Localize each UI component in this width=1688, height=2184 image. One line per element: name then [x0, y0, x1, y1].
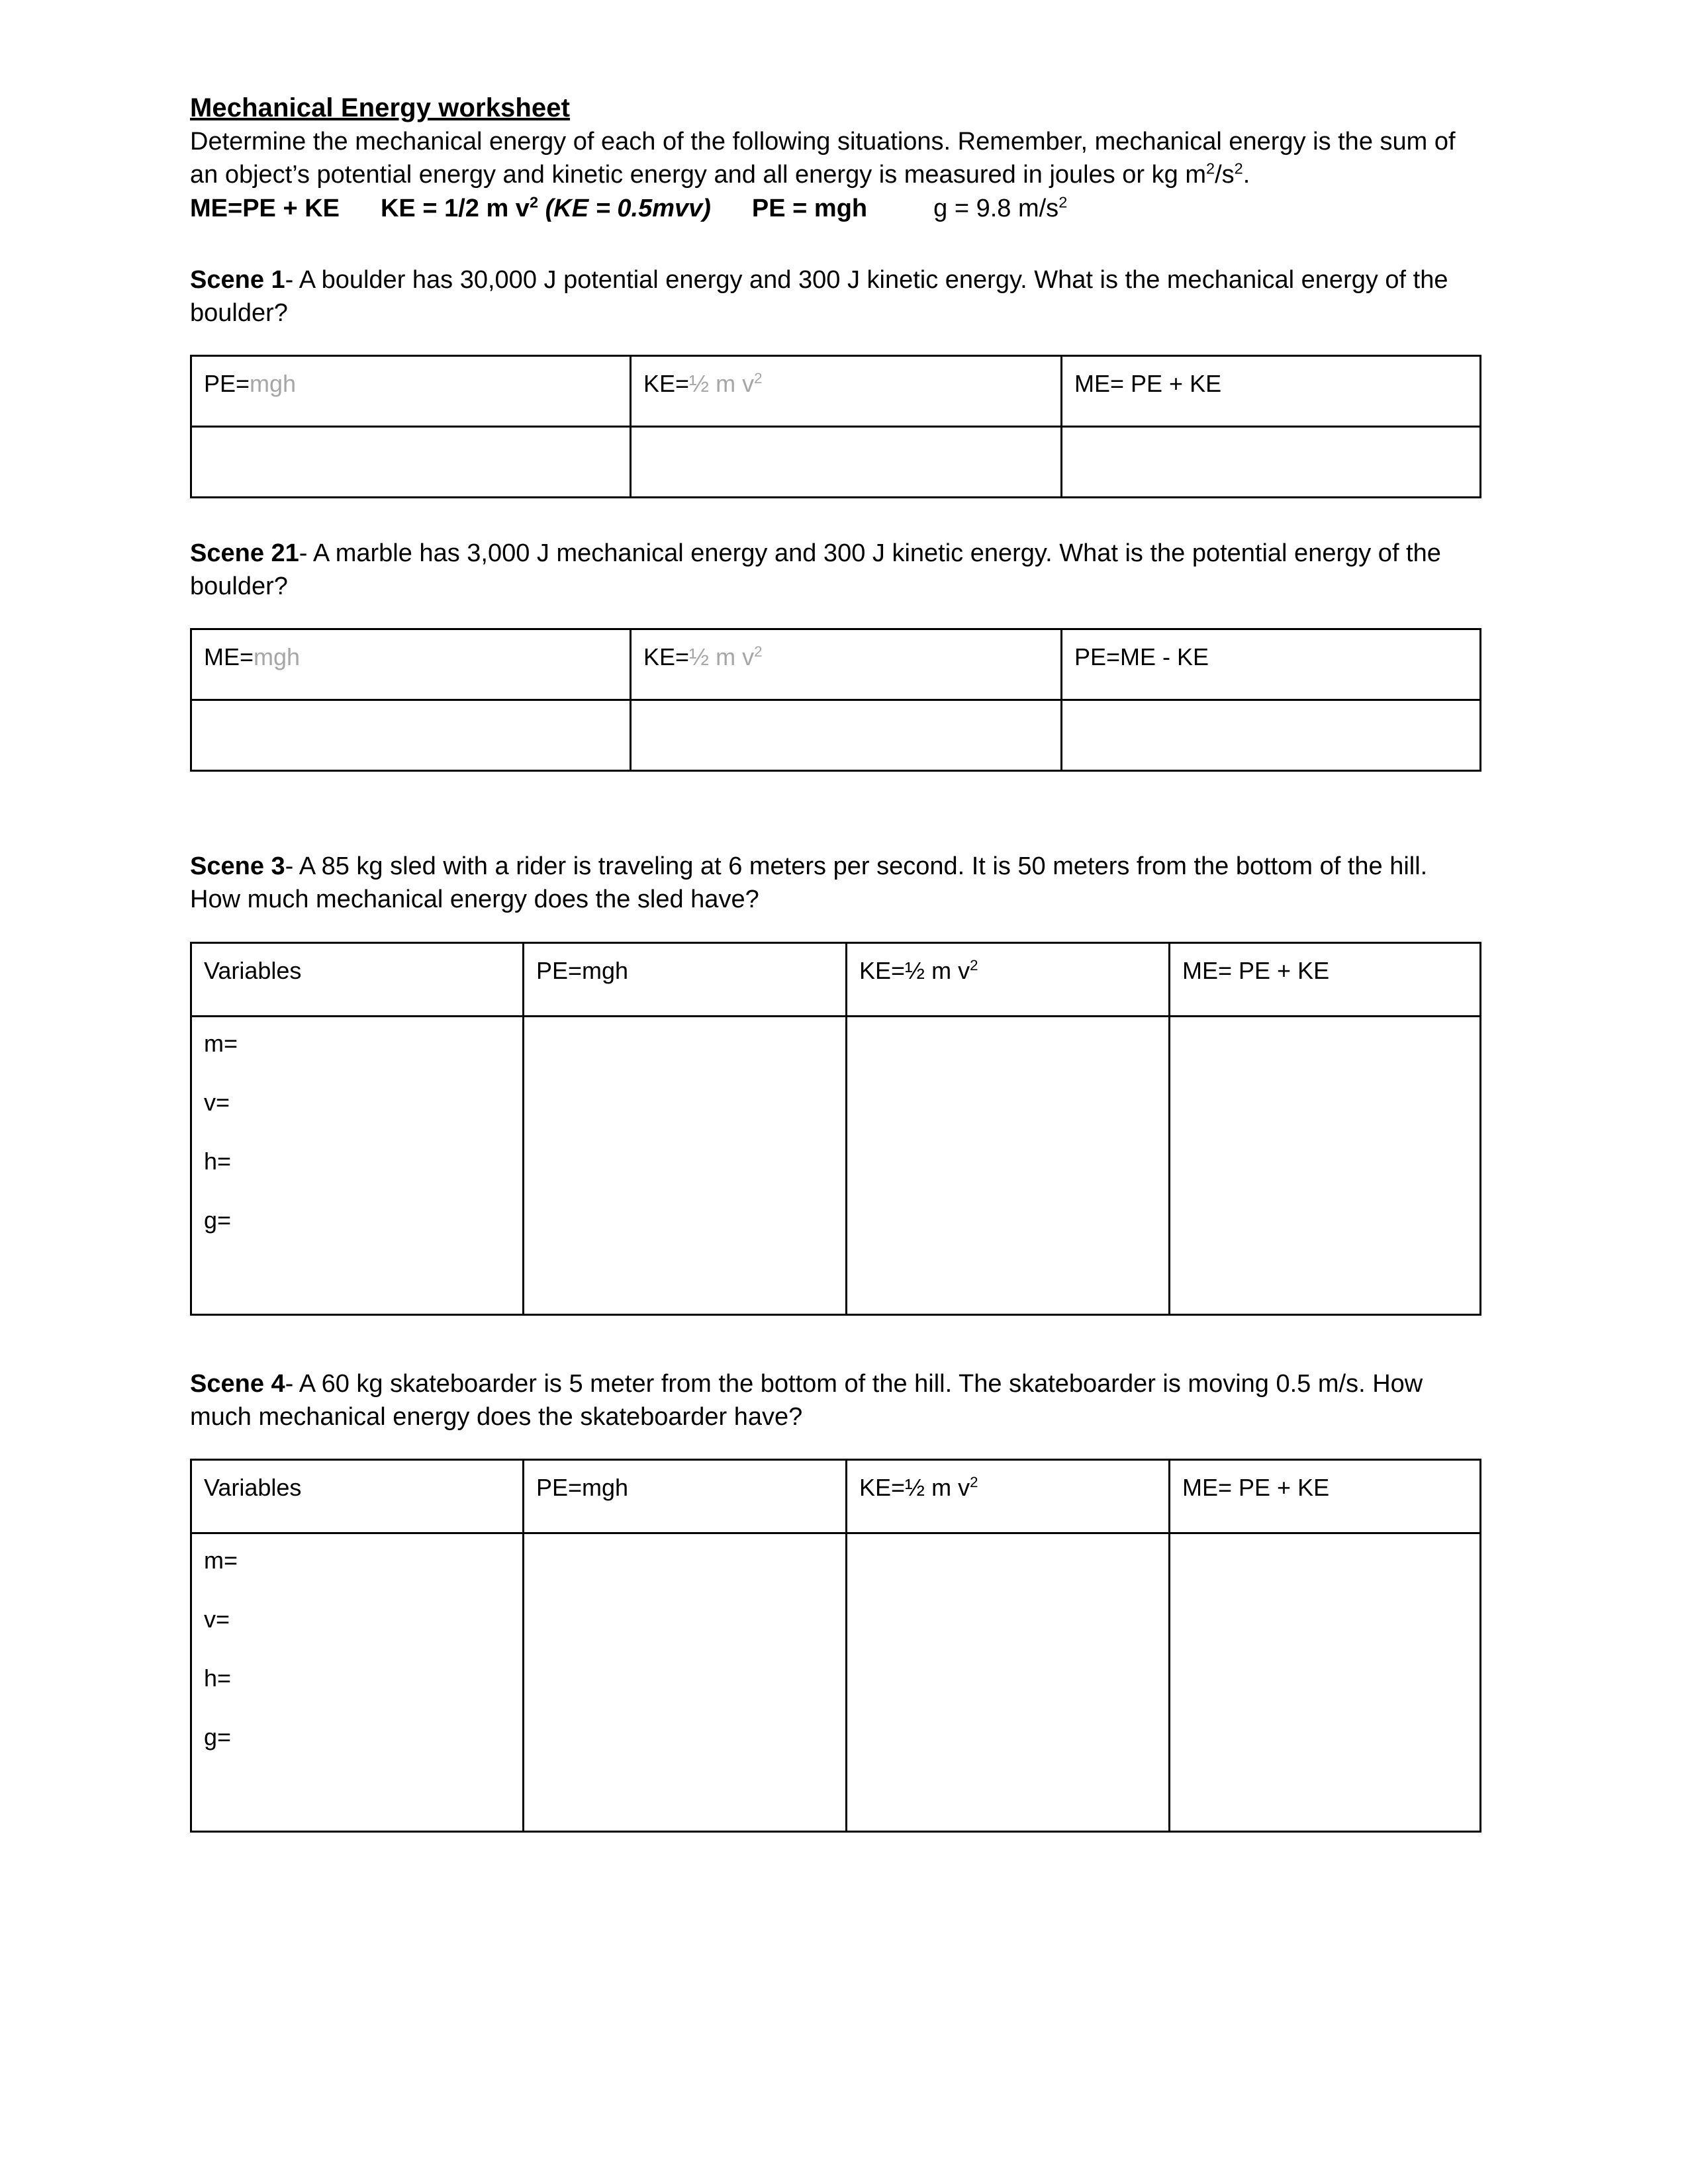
formula-ke-exponent: 2 [529, 193, 539, 210]
scene-3-header-pe: PE=mgh [524, 942, 847, 1016]
scene-3-label: Scene 3 [190, 852, 285, 881]
scene-4-header-variables: Variables [191, 1459, 524, 1533]
scene-4-header-me: ME= PE + KE [1170, 1459, 1481, 1533]
formula-gravity-exponent: 2 [1058, 193, 1068, 210]
scene-1-answer-pe[interactable] [191, 426, 631, 497]
scene-4-header-ke-text: KE=½ m v [859, 1473, 970, 1501]
scene-1-header-ke-black: KE= [643, 369, 690, 397]
scene-1-header-ke-exponent: 2 [754, 369, 763, 387]
scene-1-header-ke [631, 355, 1062, 426]
table-row [191, 700, 1481, 771]
scene-1-prompt [190, 263, 1468, 330]
scene-21-header-pe-black: PE=ME - KE [1074, 643, 1209, 671]
formula-me: ME=PE + KE [190, 194, 340, 222]
formula-ke-alt: (KE = 0.5mvv) [545, 194, 711, 222]
scene-3-prompt [190, 850, 1468, 916]
scene-21-answer-pe[interactable] [1062, 700, 1481, 771]
scene-4-label: Scene 4 [190, 1369, 285, 1398]
spacer [190, 603, 1489, 628]
scene-21-header-me-gray: mgh [254, 643, 301, 671]
page-title: Mechanical Energy worksheet [190, 93, 571, 122]
spacer [190, 1433, 1489, 1459]
scene-3-text: - A 85 kg sled with a rider is traveling at 6 meters per second. It is 50 meters from the bottom of the hill. How much mechanical energy does the sled have? [190, 852, 1428, 914]
formula-gravity: g = 9.8 m/s [933, 194, 1059, 222]
intro-text: Determine the mechanical energy of each of the following situations. Remember, mechanical energy is the sum of an object’s potential energy and kinetic energy and all energy is measured in joules or kg m [190, 128, 1456, 189]
scene-3-answer-ke[interactable] [847, 1016, 1170, 1314]
scene-21-header-pe [1062, 629, 1481, 700]
scene-3-header-variables: Variables [191, 942, 524, 1016]
scene-3-header-ke [847, 942, 1170, 1016]
scene-3-answer-pe[interactable] [524, 1016, 847, 1314]
scene-3-table [190, 942, 1481, 1316]
scene-21-header-ke [631, 629, 1062, 700]
spacer [190, 1316, 1489, 1367]
scene-4-variable-h: h= [204, 1664, 232, 1692]
spacer [190, 498, 1489, 537]
table-row [191, 1459, 1481, 1533]
table-row [191, 426, 1481, 497]
scene-1-header-pe-black: PE= [204, 369, 250, 397]
scene-4-text: - A 60 kg skateboarder is 5 meter from the bottom of the hill. The skateboarder is moving 0.5 m/s. How much mechanical energy does the skateboarder have? [190, 1369, 1423, 1431]
scene-21-header-me-black: ME= [204, 643, 254, 671]
scene-3-variable-v: v= [204, 1088, 230, 1116]
scene-3-answer-me[interactable] [1170, 1016, 1481, 1314]
scene-4-variable-m: m= [204, 1546, 238, 1574]
scene-1-answer-ke[interactable] [631, 426, 1062, 497]
scene-4-header-pe: PE=mgh [524, 1459, 847, 1533]
intro-exponent-1: 2 [1205, 159, 1215, 177]
formula-ke: KE = 1/2 m v [380, 194, 530, 222]
scene-3-variable-m: m= [204, 1029, 238, 1057]
scene-4-table [190, 1459, 1481, 1833]
scene-21-prompt [190, 537, 1468, 603]
scene-4-header-ke-exponent: 2 [970, 1473, 978, 1490]
intro-paragraph [190, 125, 1464, 191]
scene-4-prompt [190, 1367, 1468, 1433]
intro-exponent-2: 2 [1234, 159, 1243, 177]
table-row [191, 1533, 1481, 1831]
scene-21-header-me [191, 629, 631, 700]
formula-pe: PE = mgh [751, 194, 868, 222]
scene-1-label: Scene 1 [190, 265, 285, 294]
scene-21-label: Scene 21 [190, 539, 299, 567]
table-row [191, 355, 1481, 426]
scene-21-answer-me[interactable] [191, 700, 631, 771]
formula-reference-line [190, 192, 1489, 225]
scene-1-table [190, 355, 1481, 498]
scene-4-variables-cell[interactable] [191, 1533, 524, 1831]
table-row [191, 1016, 1481, 1314]
scene-3-variable-g: g= [204, 1206, 232, 1234]
scene-21-table [190, 628, 1481, 772]
scene-21-header-ke-black: KE= [643, 643, 690, 671]
scene-1-header-pe-gray: mgh [250, 369, 297, 397]
table-row [191, 942, 1481, 1016]
intro-text-end: . [1243, 161, 1250, 189]
scene-3-header-me: ME= PE + KE [1170, 942, 1481, 1016]
spacer [190, 330, 1489, 355]
scene-1-answer-me[interactable] [1062, 426, 1481, 497]
scene-3-variables-cell[interactable] [191, 1016, 524, 1314]
scene-3-variable-h: h= [204, 1147, 232, 1175]
scene-1-header-me-black: ME= PE + KE [1074, 369, 1222, 397]
scene-21-header-ke-exponent: 2 [754, 643, 763, 660]
scene-4-answer-pe[interactable] [524, 1533, 847, 1831]
spacer [190, 225, 1489, 263]
scene-3-header-ke-text: KE=½ m v [859, 956, 970, 984]
scene-21-header-ke-gray: ½ m v [689, 643, 755, 671]
spacer [190, 772, 1489, 850]
scene-21-answer-ke[interactable] [631, 700, 1062, 771]
scene-1-header-pe [191, 355, 631, 426]
scene-4-answer-ke[interactable] [847, 1533, 1170, 1831]
intro-text-mid: /s [1215, 161, 1235, 189]
scene-4-header-ke [847, 1459, 1170, 1533]
spacer [190, 917, 1489, 942]
scene-1-text: - A boulder has 30,000 J potential energy and 300 J kinetic energy. What is the mechanical energy of the boulder? [190, 265, 1448, 327]
scene-21-text: - A marble has 3,000 J mechanical energy and 300 J kinetic energy. What is the potential energy of the boulder? [190, 539, 1441, 601]
scene-1-header-me [1062, 355, 1481, 426]
scene-1-header-ke-gray: ½ m v [689, 369, 755, 397]
scene-4-variable-g: g= [204, 1723, 232, 1751]
scene-4-answer-me[interactable] [1170, 1533, 1481, 1831]
scene-4-variable-v: v= [204, 1606, 230, 1633]
table-row [191, 629, 1481, 700]
scene-3-header-ke-exponent: 2 [970, 956, 978, 974]
